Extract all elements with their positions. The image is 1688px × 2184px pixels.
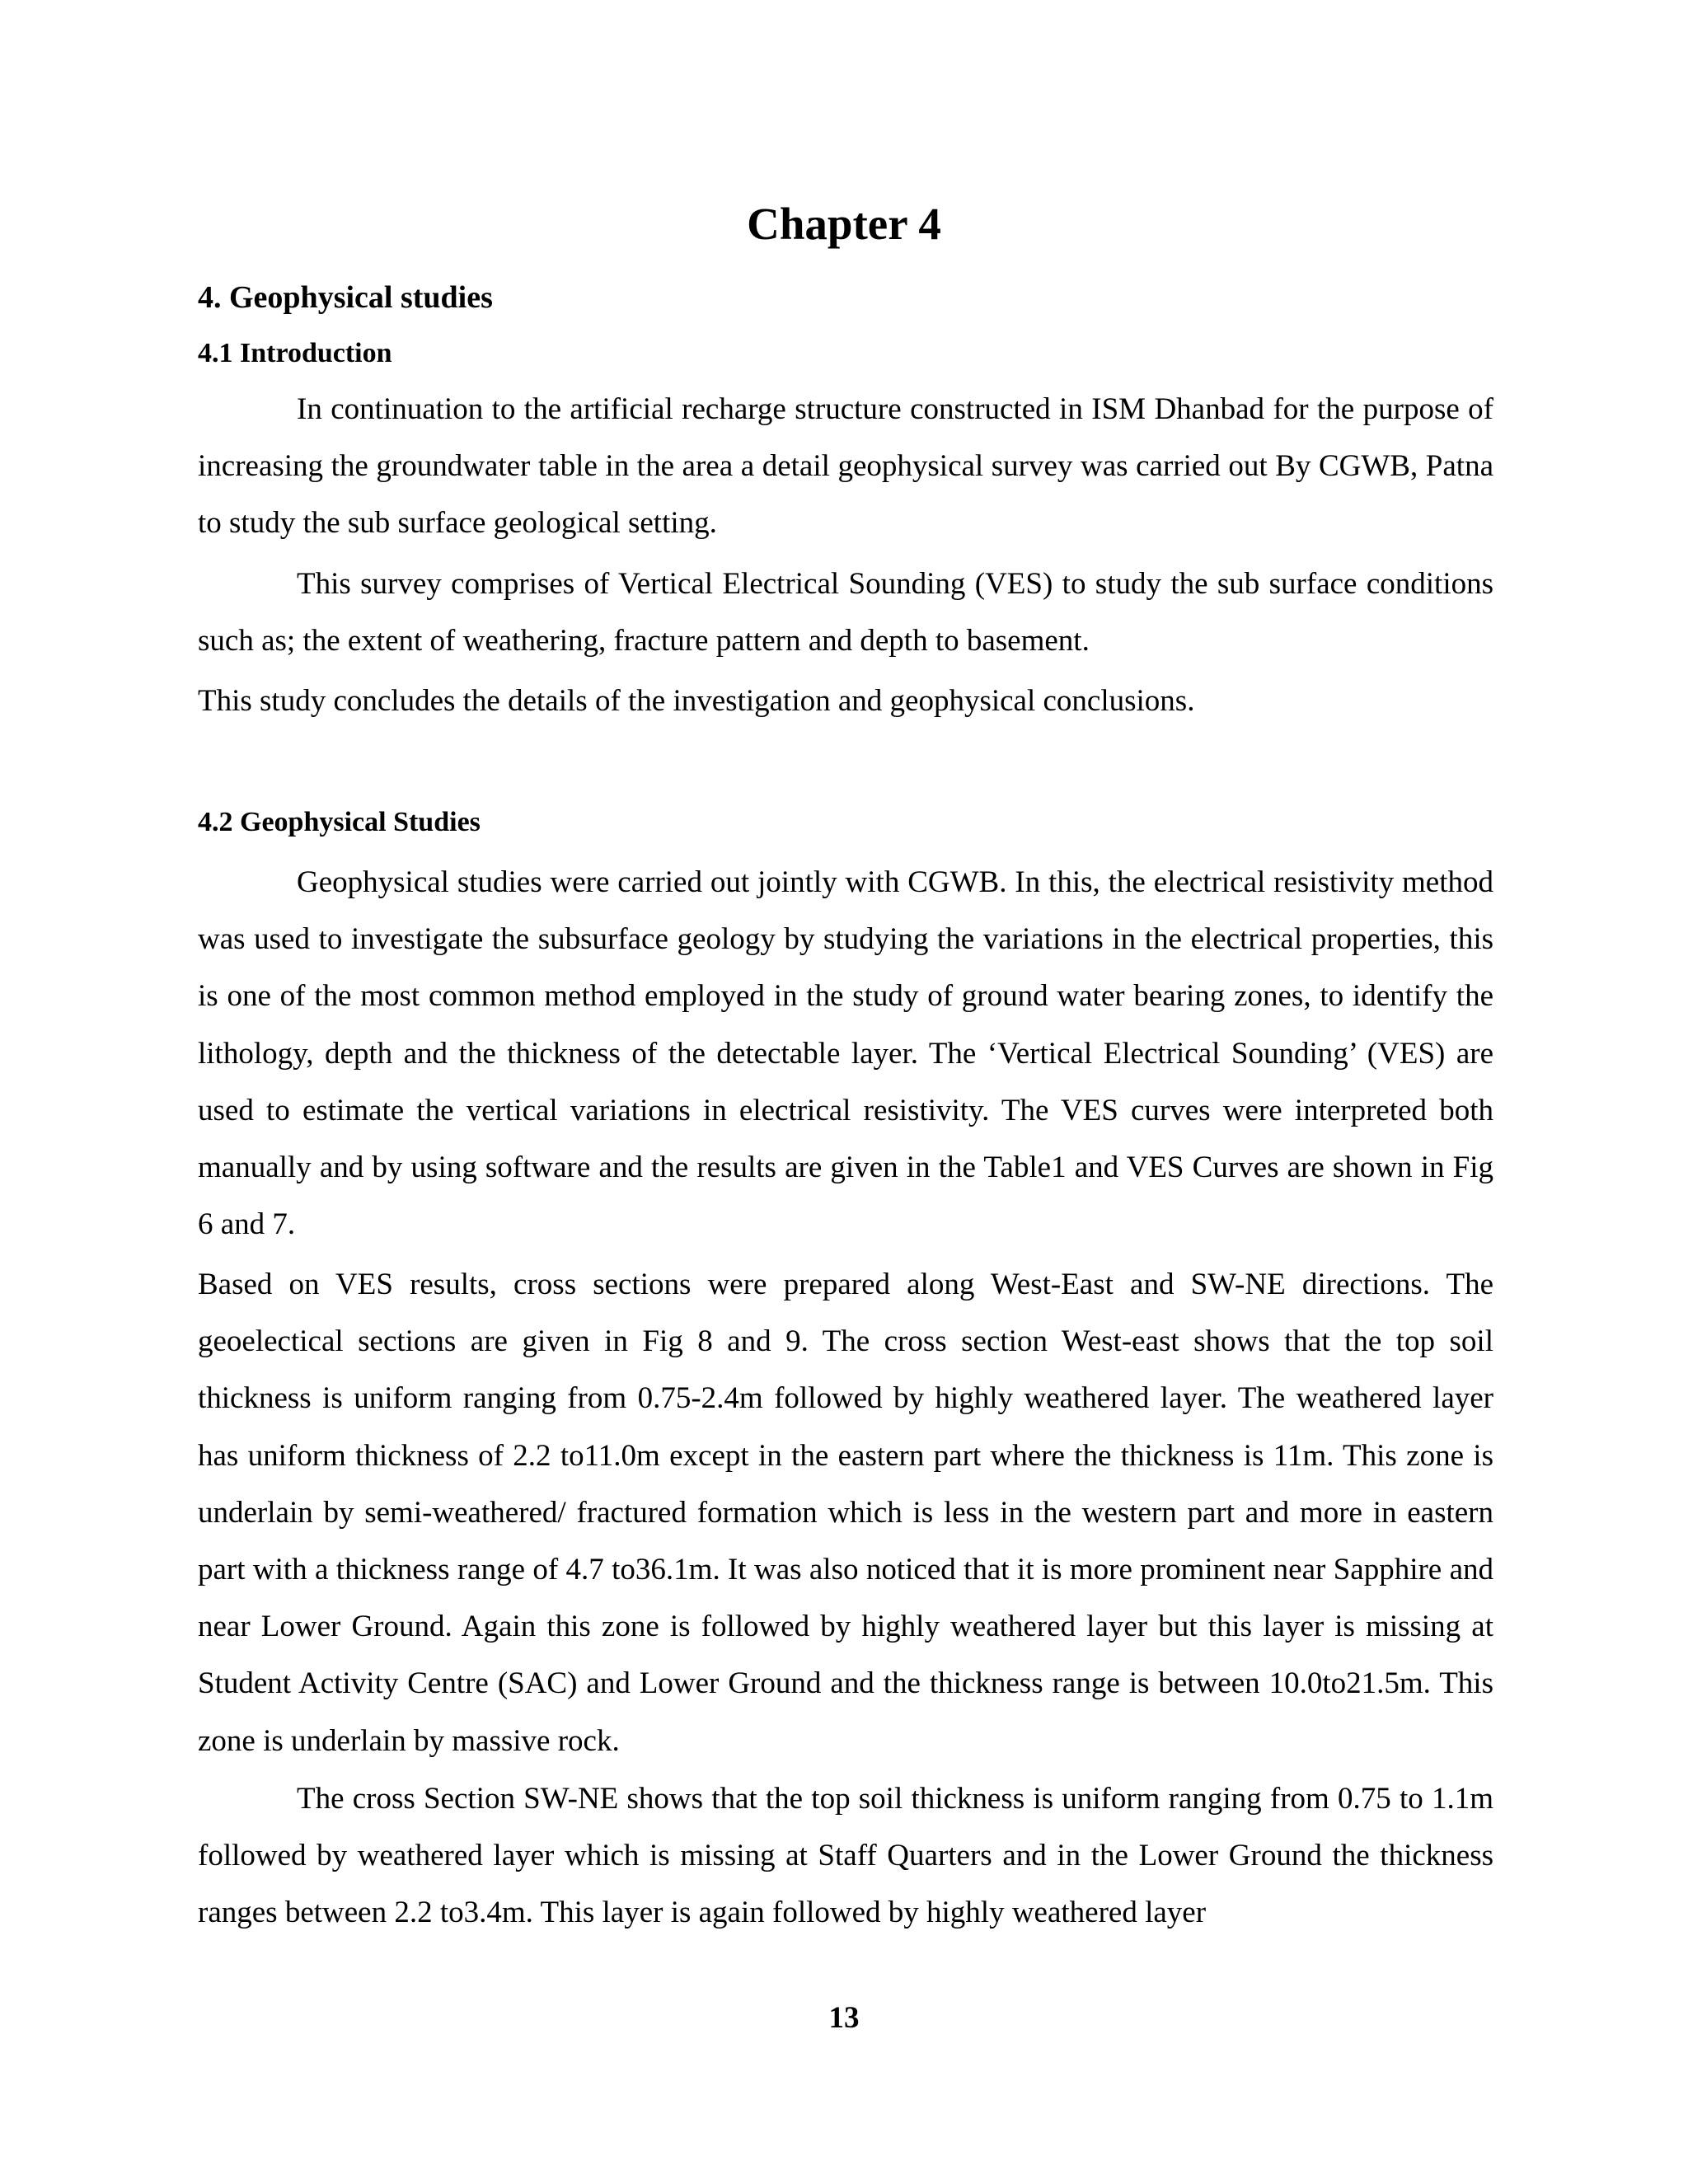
section-heading: 4. Geophysical studies (198, 280, 493, 315)
subsection-heading-geophysical: 4.2 Geophysical Studies (198, 807, 481, 837)
paragraph-geophysical-3: The cross Section SW-NE shows that the top soil thickness is uniform ranging from 0.75 to 1.1m followed by weathered layer which is missing at Staff Quarters and in the Lower Ground the thickness ranges between 2.2 to3.4m. This layer is again followed by highly weathered layer (198, 1782, 1493, 1930)
subsection-heading-introduction: 4.1 Introduction (198, 338, 392, 368)
paragraph-intro-3: This study concludes the details of the investigation and geophysical conclusions. (198, 684, 1195, 718)
paragraph-geophysical-2: Based on VES results, cross sections were prepared along West-East and SW-NE directions. The geoelectical sections are given in Fig 8 and 9. The cross section West-east shows that the top soil thickness is uniform ranging from 0.75-2.4m followed by highly weathered layer. The weathered layer has uniform thickness of 2.2 to11.0m except in the eastern part where the thickness is 11m. This zone is underlain by semi-weathered/ fractured formation which is less in the western part and more in eastern part with a thickness range of 4.7 to36.1m. It was also noticed that it is more prominent near Sapphire and near Lower Ground. Again this zone is followed by highly weathered layer but this layer is missing at Student Activity Centre (SAC) and Lower Ground and the thickness range is between 10.0to21.5m. This zone is underlain by massive rock. (198, 1268, 1493, 1758)
page-number: 13 (828, 2001, 860, 2035)
paragraph-intro-1: In continuation to the artificial recharge structure constructed in ISM Dhanbad for the purpose of increasing the groundwater table in the area a detail geophysical survey was carried out By CGWB, Patna to study the sub surface geological setting. (198, 392, 1493, 541)
paragraph-geophysical-1: Geophysical studies were carried out jointly with CGWB. In this, the electrical resistivity method was used to investigate the subsurface geology by studying the variations in the electrical properties, this is one of the most common method employed in the study of ground water bearing zones, to identify the lithology, depth and the thickness of the detectable layer. The ‘Vertical Electrical Sounding’ (VES) are used to estimate the vertical variations in electrical resistivity. The VES curves were interpreted both manually and by using software and the results are given in the Table1 and VES Curves are shown in Fig 6 and 7. (198, 865, 1493, 1242)
paragraph-intro-2: This survey comprises of Vertical Electrical Sounding (VES) to study the sub surface conditions such as; the extent of weathering, fracture pattern and depth to basement. (198, 567, 1493, 658)
chapter-title: Chapter 4 (747, 199, 941, 249)
